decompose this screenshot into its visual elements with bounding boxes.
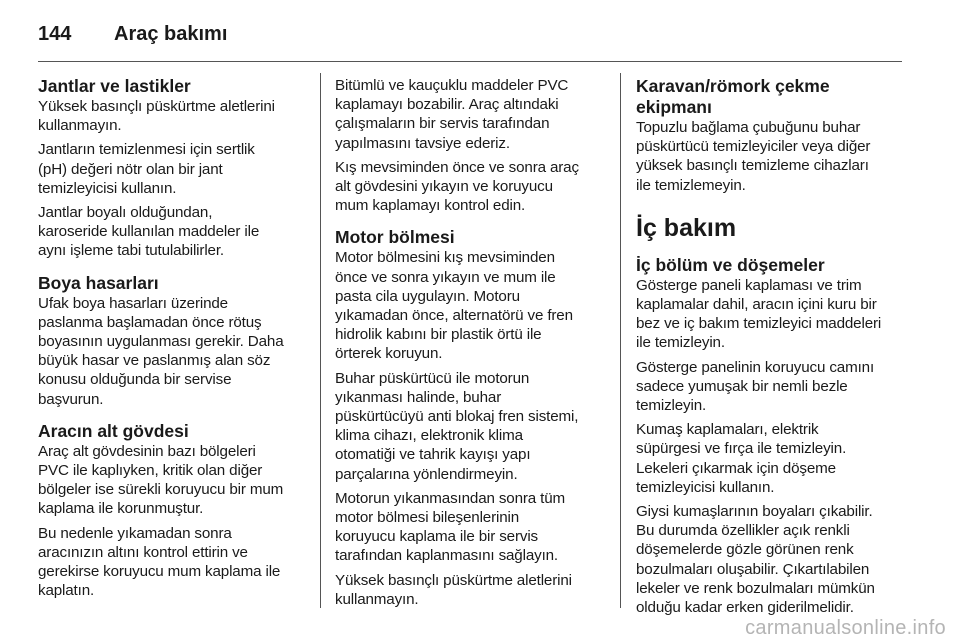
paragraph: Bu nedenle yıkamadan sonra aracınızın altını kontrol ettirin ve gerekirse koruyucu mum kaplama ile kaplatın. — [38, 524, 281, 600]
paragraph: Motorun yıkanmasından sonra tüm motor bölmesi bileşenlerinin koruyucu kaplama ile bir servis tarafından kaplanmasını sağlayın. — [335, 489, 566, 565]
paragraph: Kumaş kaplamaları, elektrik süpürgesi ve fırça ile temizleyin. Lekeleri çıkarmak için döşeme temizleyicisi kullanın. — [636, 421, 847, 496]
section-title-alt-govde: Aracın alt gövdesi — [38, 420, 189, 441]
section-title-jantlar: Jantlar ve lastikler — [38, 76, 191, 96]
section-title-motor: Motor bölmesi — [335, 227, 455, 248]
paragraph: Jantlar boyalı olduğundan, karoseride kullanılan maddeler ile aynı işleme tabi tutulabilirler. — [38, 204, 260, 260]
major-title-ic-bakim: İç bakım — [636, 213, 737, 242]
paragraph: Giysi kumaşlarının boyaları çıkabilir. Bu durumda özellikler açık renkli döşemelerde gözle görünen renk bozulmaları oluşabilir. Çıkartılabilen lekeler ve renk bozulmaları mümkün olduğu kadar erken giderilmelidir. — [636, 503, 875, 617]
paragraph: Motor bölmesini kış mevsiminden önce ve sonra yıkayın ve mum ile pasta cila uygulayın. Motoru yıkamadan önce, alternatörü ve fren hidrolik kabını bir plastik örtü ile örterek koruyun. — [335, 249, 573, 363]
section-title-boya: Boya hasarları — [38, 272, 159, 293]
header-rule — [38, 61, 902, 62]
column-middle — [335, 76, 607, 609]
section-title-karavan: Karavan/römork çekme ekipmanı — [636, 76, 830, 117]
page-title: Araç bakımı — [114, 23, 228, 45]
paragraph: Araç alt gövdesinin bazı bölgeleri PVC ile kaplıyken, kritik olan diğer bölgeler ise sürekli koruyucu bir mum kaplama ile korunmuştur. — [38, 442, 284, 518]
paragraph: Yüksek basınçlı püskürtme aletlerini kullanmayın. — [38, 98, 275, 135]
column-right — [636, 76, 904, 617]
section-title-ic-bolum: İç bölüm ve döşemeler — [636, 254, 825, 275]
paragraph: Gösterge panelinin koruyucu camını sadece yumuşak bir nemli bezle temizleyin. — [636, 358, 875, 415]
column-left — [38, 76, 308, 600]
paragraph: Kış mevsiminden önce ve sonra araç alt gövdesini yıkayın ve koruyucu mum kaplamayı kontrol edin. — [335, 158, 579, 215]
paragraph: Jantların temizlenmesi için sertlik (pH) değeri nötr olan bir jant temizleyicisi kullanın. — [38, 141, 255, 197]
paragraph: Ufak boya hasarları üzerinde paslanma başlamadan önce rötuş boyasının uygulanması gerekir. Daha büyük hasar ve paslanmış alan söz konusu olduğunda bir servise başvurun. — [38, 294, 284, 408]
column-divider — [620, 73, 621, 608]
paragraph: Yüksek basınçlı püskürtme aletlerini kullanmayın. — [335, 571, 572, 608]
paragraph: Gösterge paneli kaplaması ve trim kaplamalar dahil, aracın içini kuru bir bez ve iç bakım temizleyici maddeleri ile temizleyin. — [636, 276, 882, 352]
column-divider — [320, 73, 321, 608]
watermark: carmanualsonline.info — [745, 617, 946, 639]
page-number: 144 — [38, 23, 72, 45]
paragraph: Bitümlü ve kauçuklu maddeler PVC kaplamayı bozabilir. Araç altındaki çalışmaların bir servis tarafından yapılmasını tavsiye ederiz. — [335, 77, 569, 152]
paragraph: Topuzlu bağlama çubuğunu buhar püskürtücü temizleyiciler veya diğer yüksek basınçlı temizleme cihazları ile temizlemeyin. — [636, 119, 871, 194]
paragraph: Buhar püskürtücü ile motorun yıkanması halinde, buhar püskürtücüyü anti blokaj fren sistemi, klima cihazı, elektronik klima otomatiği ve tahrik kayışı yapı parçalarına yönlendirmeyin. — [335, 369, 579, 483]
